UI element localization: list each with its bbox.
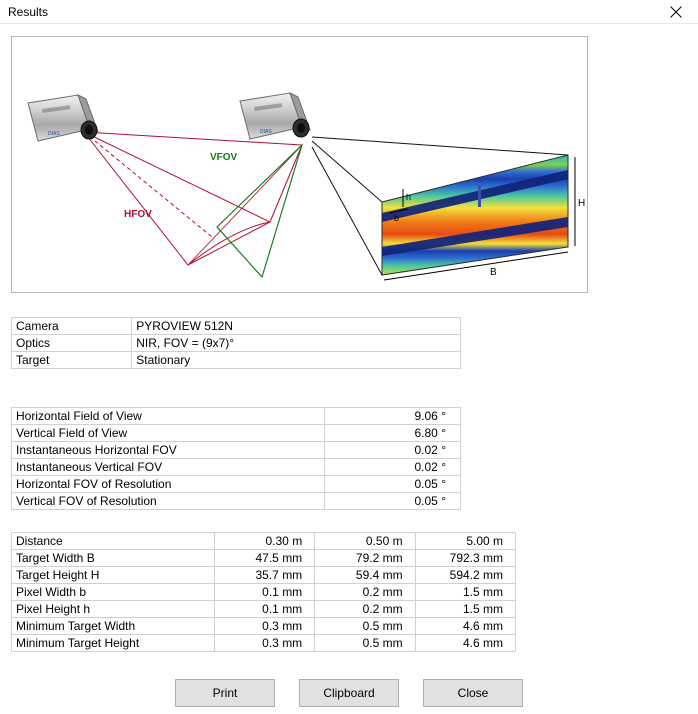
- hfov-cone: [84, 132, 302, 265]
- fov-key: Horizontal Field of View: [12, 408, 325, 425]
- dialog-button-bar: [0, 679, 698, 707]
- fov-key: Instantaneous Horizontal FOV: [12, 442, 325, 459]
- distance-value: 47.5 mm: [214, 550, 314, 567]
- distance-key: Target Height H: [12, 567, 215, 584]
- distance-header-c1: 0.30 m: [214, 533, 314, 550]
- distance-value: 792.3 mm: [415, 550, 515, 567]
- distance-key: Target Width B: [12, 550, 215, 567]
- target-width-label: B: [490, 267, 497, 278]
- window-title: Results: [8, 4, 49, 19]
- target-height-label: H: [578, 198, 585, 209]
- distance-value: 0.3 mm: [214, 635, 314, 652]
- distance-header-key: Distance: [12, 533, 215, 550]
- table-row: [12, 442, 461, 459]
- distance-value: 0.5 mm: [315, 635, 415, 652]
- distance-value: 0.3 mm: [214, 618, 314, 635]
- table-row: [12, 425, 461, 442]
- info-key: Camera: [12, 318, 132, 335]
- camera-middle: [240, 93, 310, 139]
- svg-text:DIAS: DIAS: [260, 129, 272, 135]
- fov-value: 0.05 °: [324, 493, 460, 510]
- table-row: [12, 635, 516, 652]
- distance-value: 0.1 mm: [214, 601, 314, 618]
- table-row: [12, 618, 516, 635]
- fov-value: 0.02 °: [324, 442, 460, 459]
- camera-left: [28, 95, 98, 141]
- table-header-row: [12, 533, 516, 550]
- distance-table: [11, 532, 516, 652]
- distance-key: Minimum Target Height: [12, 635, 215, 652]
- info-value: Stationary: [132, 352, 461, 369]
- optics-diagram: [11, 36, 588, 293]
- table-row: [12, 408, 461, 425]
- clipboard-button[interactable]: Clipboard: [299, 679, 399, 707]
- distance-header-c2: 0.50 m: [315, 533, 415, 550]
- distance-key: Minimum Target Width: [12, 618, 215, 635]
- info-value: NIR, FOV = (9x7)°: [132, 335, 461, 352]
- distance-header-c3: 5.00 m: [415, 533, 515, 550]
- close-button[interactable]: Close: [423, 679, 523, 707]
- info-value: PYROVIEW 512N: [132, 318, 461, 335]
- field-of-view-table: [11, 407, 461, 510]
- table-row: [12, 459, 461, 476]
- pixel-width-label: b: [394, 213, 400, 223]
- distance-value: 0.5 mm: [315, 618, 415, 635]
- fov-value: 9.06 °: [324, 408, 460, 425]
- table-row: [12, 493, 461, 510]
- pixel-height-label: h: [406, 192, 412, 202]
- info-key: Target: [12, 352, 132, 369]
- table-row: [12, 584, 516, 601]
- table-row: [12, 567, 516, 584]
- vfov-label: VFOV: [210, 152, 238, 163]
- distance-value: 4.6 mm: [415, 618, 515, 635]
- device-info-table: [11, 317, 461, 369]
- vfov-cone: [217, 145, 302, 277]
- distance-value: 59.4 mm: [315, 567, 415, 584]
- print-button[interactable]: Print: [175, 679, 275, 707]
- table-row: [12, 476, 461, 493]
- fov-key: Vertical Field of View: [12, 425, 325, 442]
- distance-value: 35.7 mm: [214, 567, 314, 584]
- table-row: [12, 352, 461, 369]
- table-row: [12, 335, 461, 352]
- fov-value: 0.02 °: [324, 459, 460, 476]
- table-row: [12, 601, 516, 618]
- distance-value: 79.2 mm: [315, 550, 415, 567]
- fov-value: 0.05 °: [324, 476, 460, 493]
- close-icon[interactable]: [654, 0, 698, 24]
- thermal-image-plane: [382, 155, 585, 280]
- fov-key: Vertical FOV of Resolution: [12, 493, 325, 510]
- close-glyph: [670, 6, 682, 18]
- fov-key: Instantaneous Vertical FOV: [12, 459, 325, 476]
- window-titlebar: [0, 0, 698, 24]
- distance-key: Pixel Width b: [12, 584, 215, 601]
- distance-value: 4.6 mm: [415, 635, 515, 652]
- hfov-label: HFOV: [124, 209, 152, 220]
- optics-diagram-svg: [12, 37, 585, 290]
- table-row: [12, 550, 516, 567]
- distance-value: 0.2 mm: [315, 584, 415, 601]
- fov-value: 6.80 °: [324, 425, 460, 442]
- distance-value: 1.5 mm: [415, 601, 515, 618]
- distance-key: Pixel Height h: [12, 601, 215, 618]
- distance-value: 0.2 mm: [315, 601, 415, 618]
- fov-key: Horizontal FOV of Resolution: [12, 476, 325, 493]
- distance-value: 0.1 mm: [214, 584, 314, 601]
- table-row: [12, 318, 461, 335]
- svg-text:DIAS: DIAS: [48, 131, 60, 137]
- distance-value: 1.5 mm: [415, 584, 515, 601]
- distance-value: 594.2 mm: [415, 567, 515, 584]
- info-key: Optics: [12, 335, 132, 352]
